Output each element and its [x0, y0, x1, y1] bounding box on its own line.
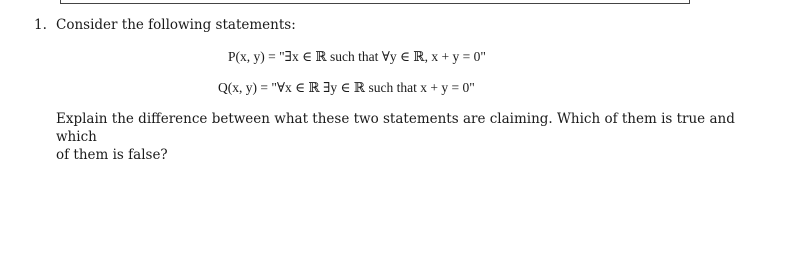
question-body-line-1: Explain the difference between what these two statements are claiming. Which of them is true and which: [56, 111, 735, 145]
question-header: [34, 16, 774, 34]
statement-q: Q(x, y) = "∀x ∈ ℝ ∃y ∈ ℝ such that x + y = 0": [218, 80, 475, 95]
top-frame-line: [60, 0, 690, 4]
question-body-line-2: of them is false?: [56, 147, 168, 163]
question-1: [34, 16, 774, 34]
question-number: 1.: [34, 17, 47, 33]
question-prompt: Consider the following statements:: [56, 17, 296, 33]
question-body: [56, 110, 756, 164]
statement-p: P(x, y) = "∃x ∈ ℝ such that ∀y ∈ ℝ, x + y = 0": [228, 49, 486, 64]
